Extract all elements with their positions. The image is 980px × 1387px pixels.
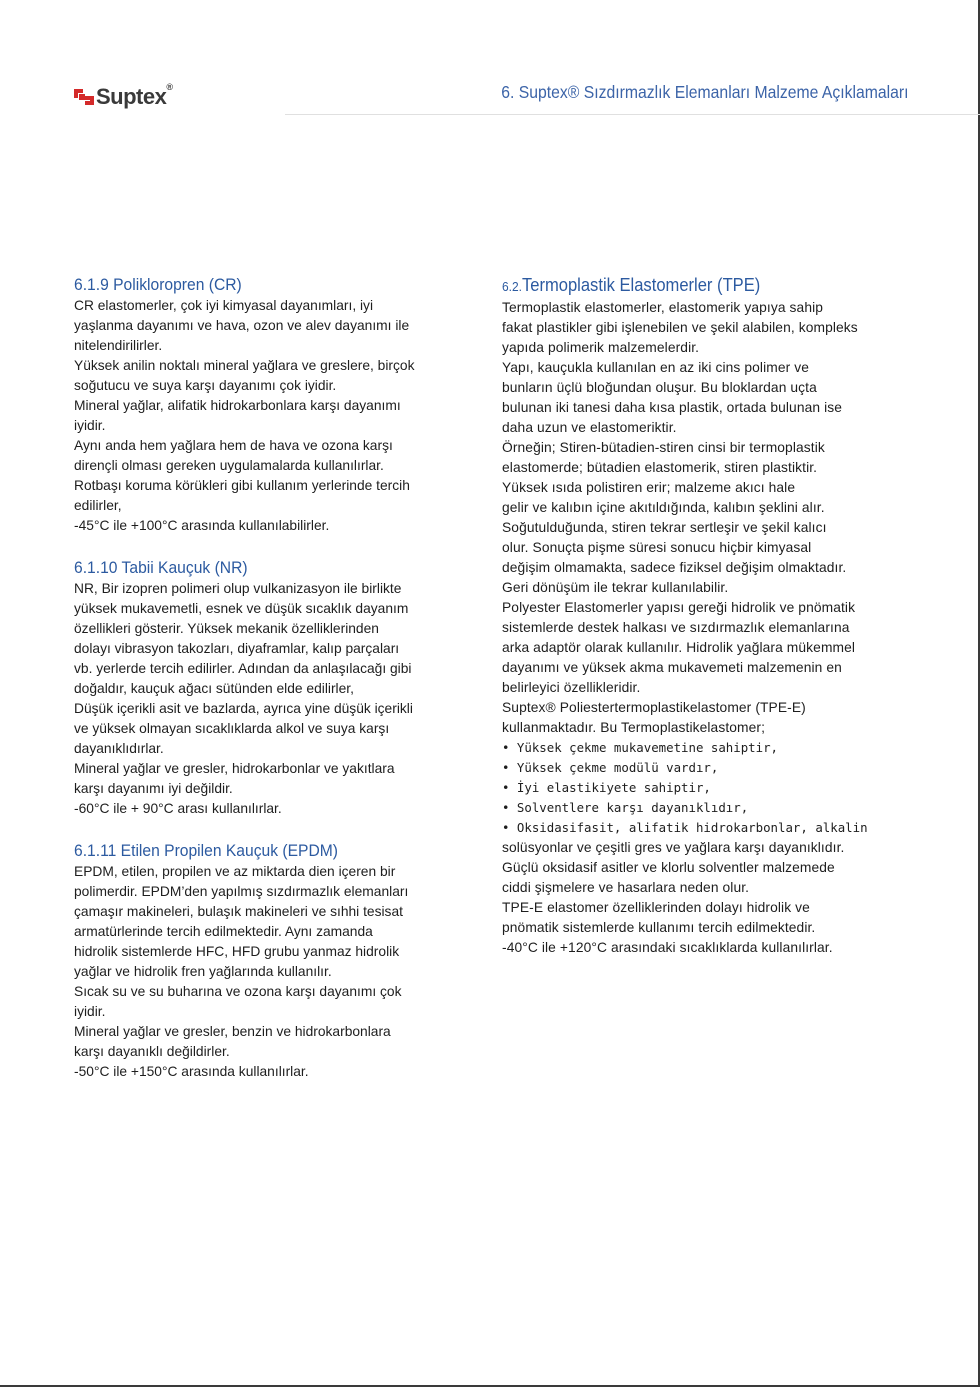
body-line: ve yüksek olmayan sıcaklıklarda alkol ve suya karşı bbox=[74, 721, 390, 736]
suptex-logo bbox=[74, 84, 173, 110]
list-item: • Yüksek çekme modülü vardır, bbox=[502, 758, 912, 778]
body-line: bunların üçlü bloğundan oluşur. Bu bloklardan uçta bbox=[502, 380, 817, 395]
body-line: dayanıklıdırlar. bbox=[74, 741, 164, 756]
body-line: dayanımı ve yüksek akma mukavemeti malzemenin en bbox=[502, 660, 842, 675]
body-line: Termoplastik elastomerler, elastomerik yapıya sahip bbox=[502, 300, 824, 315]
body-line: Güçlü oksidasif asitler ve klorlu solventler malzemede bbox=[502, 860, 835, 875]
body-line: karşı dayanımı iyi değildir. bbox=[74, 781, 233, 796]
body-line: TPE-E elastomer özelliklerinden dolayı hidrolik ve bbox=[502, 900, 810, 915]
body-line: armatürlerinde tercih edilmektedir. Aynı zamanda bbox=[74, 924, 373, 939]
section-title: 6.1.11 Etilen Propilen Kauçuk (EPDM) bbox=[74, 841, 338, 860]
body-line: Geri dönüşüm ile tekrar kullanılabilir. bbox=[502, 580, 729, 595]
body-line: Örneğin; Stiren-bütadien-stiren cinsi bir termoplastik bbox=[502, 440, 825, 455]
body-line: ciddi şişmelere ve hasarlara neden olur. bbox=[502, 880, 750, 895]
list-item: • Solventlere karşı dayanıklıdır, bbox=[502, 798, 912, 818]
body-line: Mineral yağlar, alifatik hidrokarbonlara karşı dayanımı bbox=[74, 398, 401, 413]
section-1 bbox=[74, 274, 474, 536]
body-line: sistemlerde destek halkası ve sızdırmazlık elemanlarına bbox=[502, 620, 850, 635]
body-line: Rotbaşı koruma körükleri gibi kullanım yerlerinde tercih bbox=[74, 478, 410, 493]
body-line: gelir ve kalıbın içine akıtıldığında, kalıbın şeklini alır. bbox=[502, 500, 825, 515]
body-line: Mineral yağlar ve gresler, hidrokarbonlar ve yakıtlara bbox=[74, 761, 395, 776]
body-line: -50°C ile +150°C arasında kullanılırlar. bbox=[74, 1064, 309, 1079]
body-line: karşı dayanıklı değildirler. bbox=[74, 1044, 230, 1059]
section-2 bbox=[74, 557, 474, 819]
body-line: iyidir. bbox=[74, 1004, 106, 1019]
body-line: -60°C ile + 90°C arası kullanılırlar. bbox=[74, 801, 282, 816]
section-3 bbox=[74, 840, 474, 1082]
page-header-title: 6. Suptex® Sızdırmazlık Elemanları Malzeme Açıklamaları bbox=[500, 82, 908, 102]
left-column bbox=[74, 274, 474, 1103]
body-line: kullanmaktadır. Bu Termoplastikelastomer; bbox=[502, 720, 766, 735]
body-line: EPDM, etilen, propilen ve az miktarda dien içeren bir bbox=[74, 864, 396, 879]
property-list bbox=[502, 738, 912, 838]
body-line: Yüksek ısıda polistiren erir; malzeme akıcı hale bbox=[502, 480, 796, 495]
body-line: yüksek mukavemetli, esnek ve düşük sıcaklık dayanım bbox=[74, 601, 409, 616]
body-line: Suptex® Poliestertermoplastikelastomer (TPE-E) bbox=[502, 700, 806, 715]
body-line: özellikleri gösterir. Yüksek mekanik özelliklerinden bbox=[74, 621, 379, 636]
body-line: pnömatik sistemlerde kullanımı tercih edilmektedir. bbox=[502, 920, 816, 935]
body-line: -45°C ile +100°C arasında kullanılabilirler. bbox=[74, 518, 330, 533]
section-body-continued bbox=[502, 838, 912, 958]
body-line: yaşlanma dayanımı ve hava, ozon ve alev dayanımı ile bbox=[74, 318, 410, 333]
body-line: yağlar ve hidrolik fren yağlarında kullanılır. bbox=[74, 964, 332, 979]
body-line: Aynı anda hem yağlara hem de hava ve ozona karşı bbox=[74, 438, 393, 453]
body-line: bulunan iki tanesi daha kısa plastik, ortada bulunan ise bbox=[502, 400, 843, 415]
body-line: Mineral yağlar ve gresler, benzin ve hidrokarbonlara bbox=[74, 1024, 391, 1039]
body-line: daha uzun ve elastomeriktir. bbox=[502, 420, 677, 435]
section-title: 6.1.10 Tabii Kauçuk (NR) bbox=[74, 558, 248, 577]
section-title: 6.1.9 Polikloropren (CR) bbox=[74, 275, 242, 294]
body-line: vb. yerlerde tercih edilirler. Adından da anlaşılacağı gibi bbox=[74, 661, 412, 676]
section-title: 6.2.Termoplastik Elastomerler (TPE) bbox=[502, 275, 761, 295]
body-line: Yapı, kauçukla kullanılan en az iki cins polimer ve bbox=[502, 360, 809, 375]
body-line: solüsyonlar ve çeşitli gres ve yağlara karşı dayanıklıdır. bbox=[502, 840, 845, 855]
body-line: NR, Bir izopren polimeri olup vulkanizasyon ile birlikte bbox=[74, 581, 402, 596]
section-body bbox=[502, 298, 912, 738]
body-line: polimerdir. EPDM’den yapılmış sızdırmazlık elemanları bbox=[74, 884, 409, 899]
header-divider bbox=[285, 114, 980, 115]
body-line: Yüksek anilin noktalı mineral yağlara ve greslere, birçok bbox=[74, 358, 415, 373]
body-line: Düşük içerikli asit ve bazlarda, ayrıca yine düşük içerikli bbox=[74, 701, 413, 716]
body-line: çamaşır makineleri, bulaşık makineleri ve sıhhi tesisat bbox=[74, 904, 403, 919]
suptex-logo-icon bbox=[74, 87, 94, 107]
list-item: • Oksidasifasit, alifatik hidrokarbonlar, alkalin bbox=[502, 818, 912, 838]
body-line: olur. Sonuçta pişme süresi sonucu hiçbir kimyasal bbox=[502, 540, 812, 555]
body-line: soğutucu ve suya karşı dayanımı çok iyidir. bbox=[74, 378, 337, 393]
body-line: Sıcak su ve su buharına ve ozona karşı dayanımı çok bbox=[74, 984, 402, 999]
body-line: CR elastomerler, çok iyi kimyasal dayanımları, iyi bbox=[74, 298, 374, 313]
body-line: değişim olmamakta, sadece fiziksel değişim olmaktadır. bbox=[502, 560, 847, 575]
body-line: fakat plastikler gibi işlenebilen ve şekil alabilen, kompleks bbox=[502, 320, 858, 335]
body-line: dolayı vibrasyon takozları, diyaframlar, kalıp parçaları bbox=[74, 641, 400, 656]
right-column bbox=[502, 274, 912, 979]
body-line: hidrolik sistemlerde HFC, HFD grubu yanmaz hidrolik bbox=[74, 944, 400, 959]
body-line: belirleyici özellikleridir. bbox=[502, 680, 641, 695]
body-line: -40°C ile +120°C arasındaki sıcaklıklarda kullanılırlar. bbox=[502, 940, 833, 955]
list-item: • İyi elastikiyete sahiptir, bbox=[502, 778, 912, 798]
body-line: Soğutulduğunda, stiren tekrar sertleşir ve şekil kalıcı bbox=[502, 520, 827, 535]
body-line: dirençli olması gereken uygulamalarda kullanılırlar. bbox=[74, 458, 384, 473]
list-item: • Yüksek çekme mukavemetine sahiptir, bbox=[502, 738, 912, 758]
section-tpe bbox=[502, 274, 912, 958]
body-line: doğaldır, kauçuk ağacı sütünden elde edilirler, bbox=[74, 681, 354, 696]
body-line: edilirler, bbox=[74, 498, 122, 513]
body-line: Polyester Elastomerler yapısı gereği hidrolik ve pnömatik bbox=[502, 600, 856, 615]
body-line: nitelendirilirler. bbox=[74, 338, 163, 353]
logo-wordmark: Suptex® bbox=[96, 82, 173, 109]
body-line: arka adaptör olarak kullanılır. Hidrolik yağlara mükemmel bbox=[502, 640, 856, 655]
body-line: iyidir. bbox=[74, 418, 106, 433]
body-line: yapıda polimerik malzemelerdir. bbox=[502, 340, 700, 355]
body-line: elastomerde; bütadien elastomerik, stiren plastiktir. bbox=[502, 460, 818, 475]
